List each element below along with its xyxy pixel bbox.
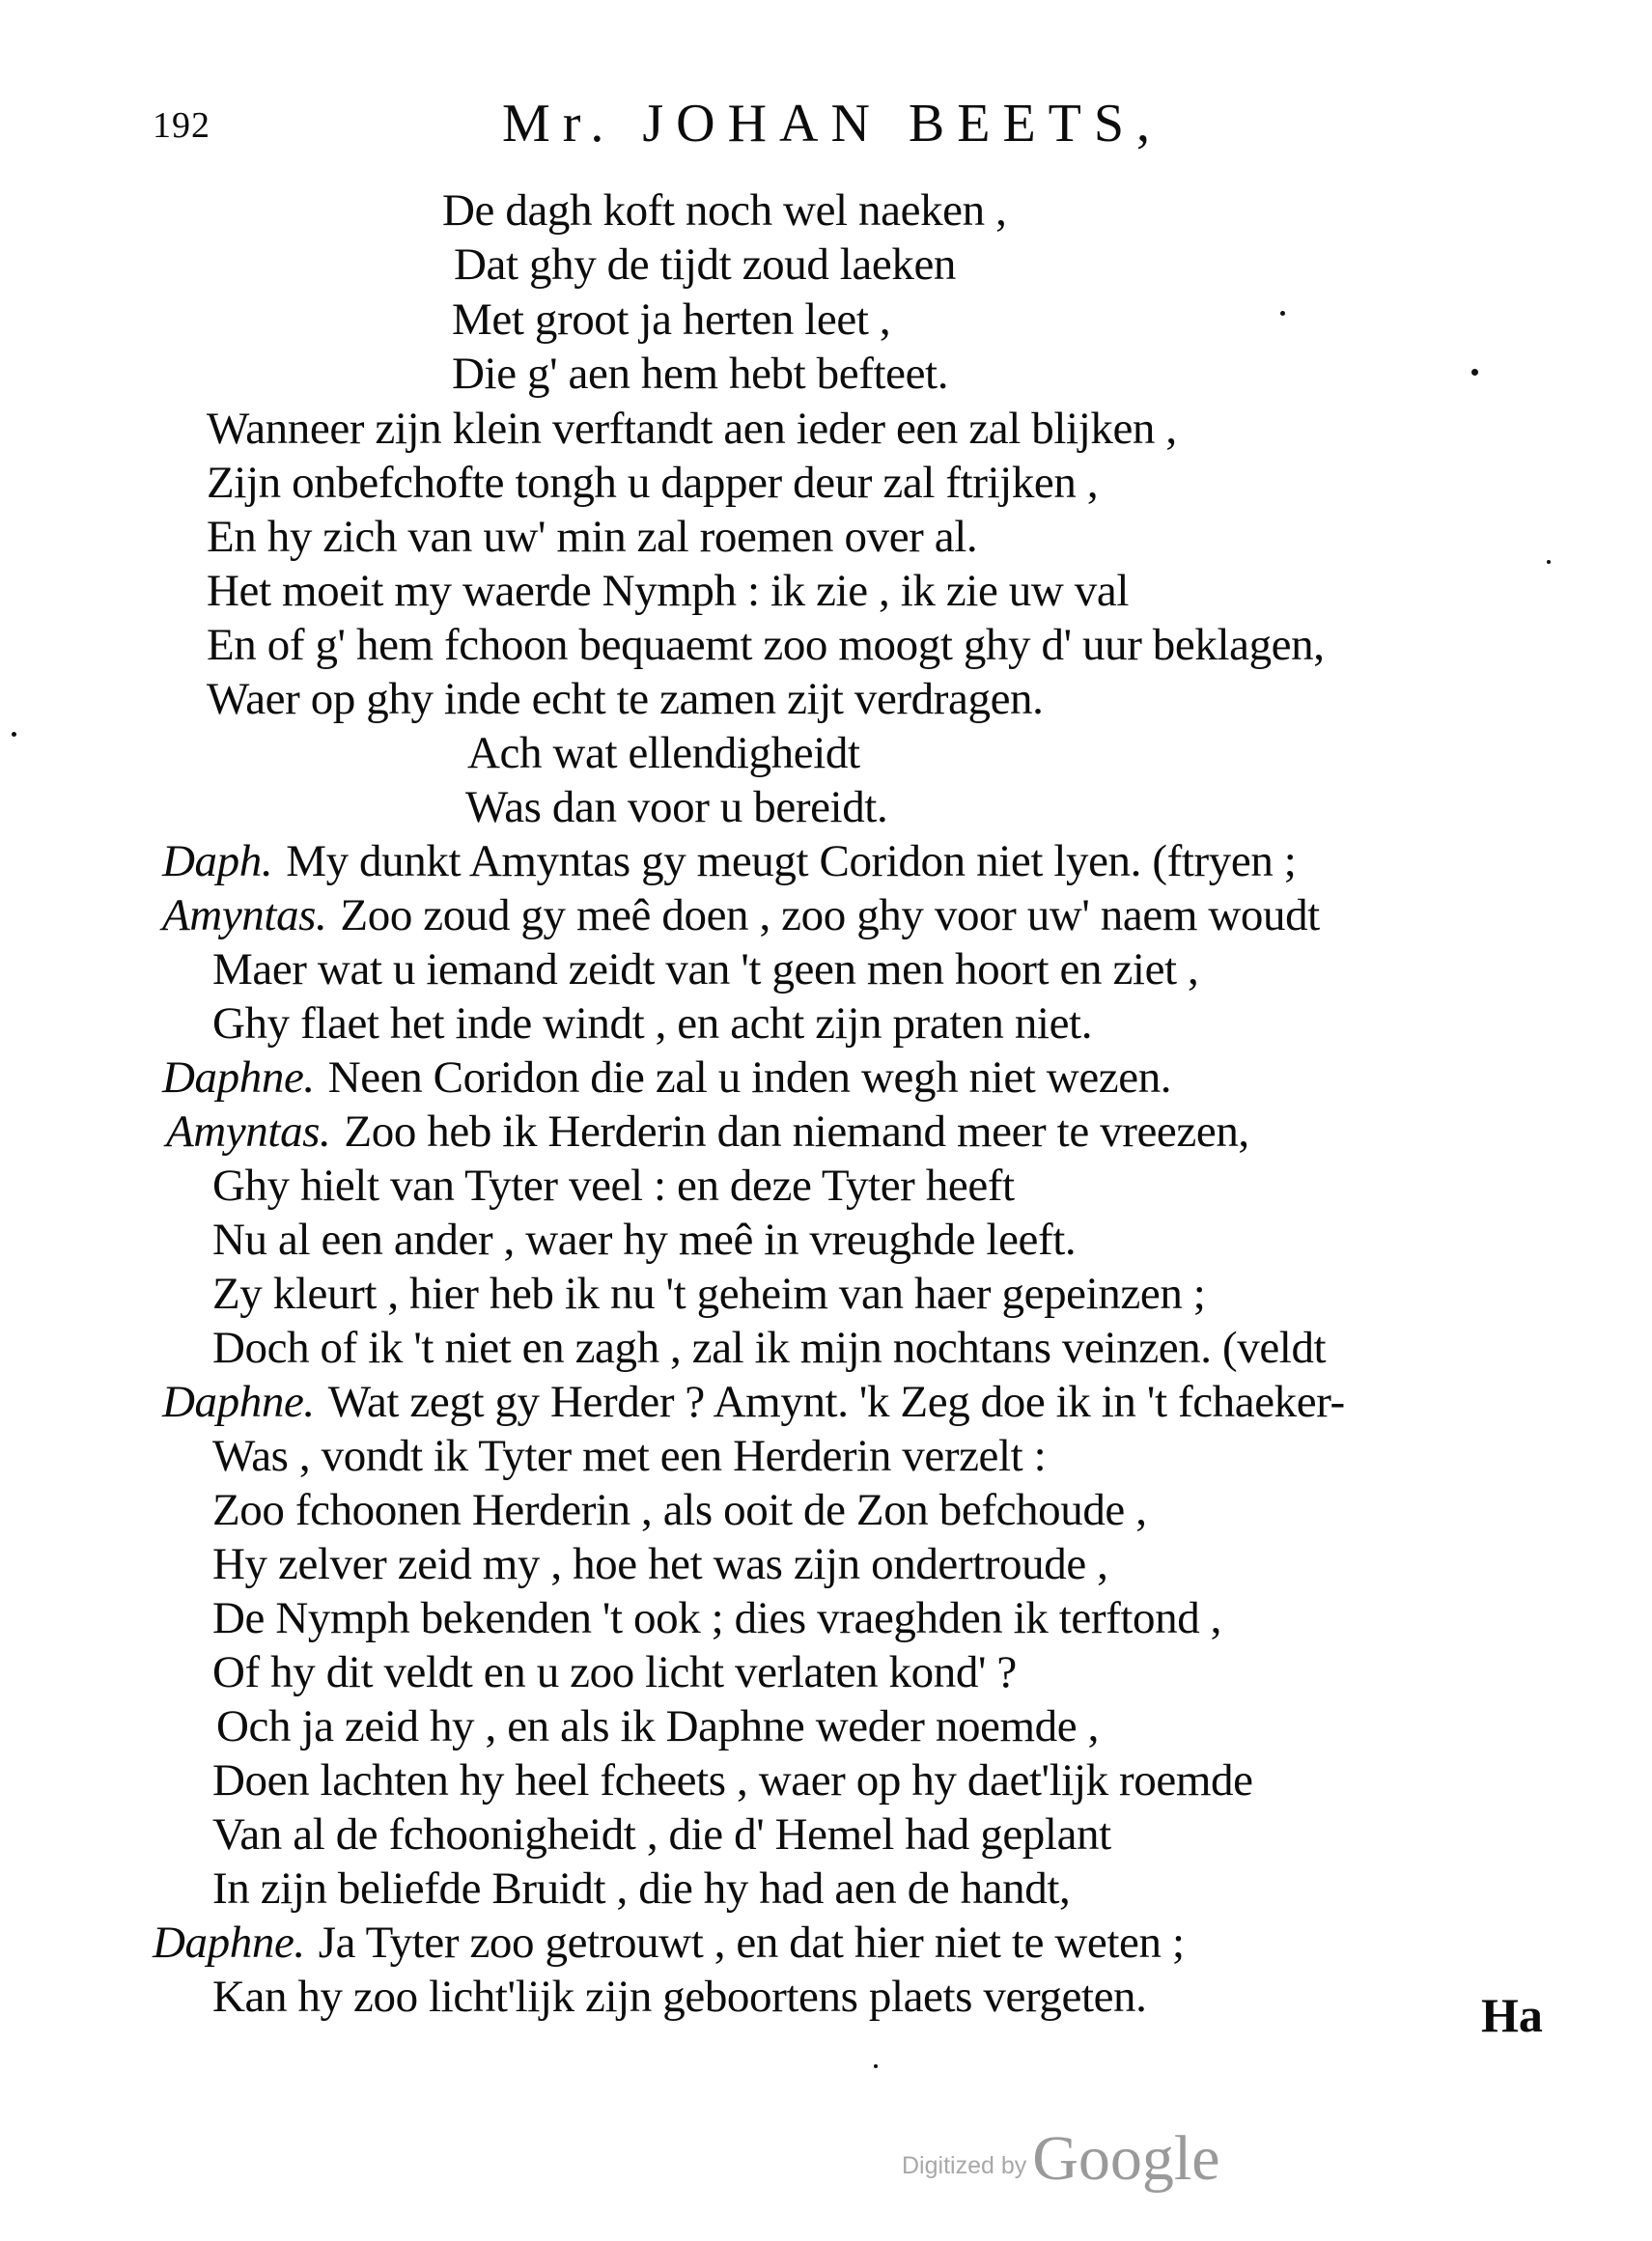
scan-speck	[1280, 311, 1285, 316]
line-text: Zy kleurt , hier heb ik nu 't geheim van haer gepeinzen ;	[212, 1269, 1206, 1319]
speaker-label: Daphne.	[162, 1052, 315, 1103]
verse-line	[162, 1050, 1171, 1105]
watermark-brand: Google	[1032, 2123, 1220, 2194]
line-text: Dat ghy de tijdt zoud laeken	[454, 239, 957, 290]
line-text: Met groot ja herten leet ,	[452, 294, 891, 345]
scan-speck	[1471, 369, 1478, 376]
verse-line	[212, 996, 1092, 1050]
line-text: Die g' aen hem hebt befteet.	[452, 349, 949, 399]
verse-line	[207, 402, 1177, 456]
verse-line	[162, 888, 1320, 942]
verse-line	[212, 1267, 1205, 1321]
line-text: Van al de fchoonigheidt , die d' Hemel had geplant	[212, 1809, 1111, 1860]
line-text: Was dan voor u bereidt.	[465, 782, 888, 832]
line-text: Was , vondt ik Tyter met een Herderin verzelt :	[212, 1431, 1047, 1481]
verse-line	[166, 1105, 1249, 1159]
line-text: Of hy dit veldt en u zoo licht verlaten kond' ?	[212, 1647, 1017, 1697]
scan-speck	[874, 2064, 878, 2068]
speaker-label: Daphne.	[153, 1918, 305, 1968]
verse-line	[207, 564, 1129, 618]
verse-line	[212, 942, 1198, 996]
verse-line	[162, 834, 1296, 888]
verse-line	[212, 1645, 1017, 1699]
verse-line	[212, 1862, 1070, 1916]
line-text: In zijn beliefde Bruidt , die hy had aen de handt,	[212, 1863, 1071, 1914]
verse-line	[212, 1807, 1111, 1862]
line-text: Neen Coridon die zal u inden wegh niet wezen.	[327, 1052, 1172, 1103]
line-text: En hy zich van uw' min zal roemen over al.	[207, 512, 978, 562]
catchword: Ha	[1481, 1988, 1543, 2042]
verse-line	[212, 1213, 1076, 1267]
line-text: Kan hy zoo licht'lijk zijn geboortens plaets vergeten.	[212, 1972, 1147, 2022]
speaker-label: Daph.	[162, 836, 273, 886]
line-text: Wanneer zijn klein verftandt aen ieder een zal blijken ,	[207, 404, 1177, 454]
verse-line	[212, 1537, 1108, 1591]
line-text: Doch of ik 't niet en zagh , zal ik mijn nochtans veinzen. (veldt	[212, 1323, 1327, 1373]
line-text: Och ja zeid hy , en als ik Daphne weder noemde ,	[216, 1701, 1099, 1751]
verse-line	[162, 1375, 1345, 1429]
line-text: Ach wat ellendigheidt	[467, 728, 860, 778]
line-text: Ghy hielt van Tyter veel : en deze Tyter heeft	[212, 1161, 1015, 1211]
speaker-label: Daphne.	[162, 1377, 315, 1427]
line-text: Maer wat u iemand zeidt van 't geen men hoort en ziet ,	[212, 944, 1199, 994]
line-text: Zoo fchoonen Herderin , als ooit de Zon befchoude ,	[212, 1485, 1147, 1535]
line-text: Het moeit my waerde Nymph : ik zie , ik zie uw val	[207, 566, 1129, 616]
line-text: Zoo zoud gy meê doen , zoo ghy voor uw' naem woudt	[340, 890, 1320, 940]
verse-line	[207, 456, 1098, 510]
line-text: Ghy flaet het inde windt , en acht zijn praten niet.	[212, 998, 1093, 1049]
page-number: 192	[153, 105, 210, 146]
verse-line	[207, 510, 977, 564]
speaker-label: Amyntas.	[166, 1106, 331, 1157]
line-text: Zijn onbefchofte tongh u dapper deur zal ftrijken ,	[207, 458, 1099, 508]
verse-line	[212, 1591, 1221, 1645]
scan-speck	[1547, 560, 1551, 564]
verse-line	[212, 1159, 1015, 1213]
verse-line	[212, 1970, 1147, 2024]
scan-speck	[12, 732, 16, 737]
verse-line	[467, 726, 860, 780]
line-text: Wat zegt gy Herder ? Amynt. 'k Zeg doe ik in 't fchaeker-	[327, 1377, 1345, 1427]
line-text: My dunkt Amyntas gy meugt Coridon niet lyen. (ftryen ;	[286, 836, 1297, 886]
verse-line	[212, 1483, 1147, 1537]
verse-line	[452, 347, 948, 401]
running-head: Mr. JOHAN BEETS,	[502, 94, 1163, 154]
line-text: De Nymph bekenden 't ook ; dies vraeghden ik terftond ,	[212, 1593, 1222, 1643]
line-text: Doen lachten hy heel fcheets , waer op hy daet'lijk roemde	[212, 1755, 1253, 1806]
verse-line	[212, 1429, 1046, 1483]
verse-line	[452, 293, 890, 347]
speaker-label: Amyntas.	[162, 890, 327, 940]
verse-line	[442, 183, 1006, 238]
verse-line	[153, 1916, 1185, 1970]
line-text: En of g' hem fchoon bequaemt zoo moogt ghy d' uur beklagen,	[207, 620, 1325, 670]
digitized-by-google-watermark	[902, 2122, 1220, 2196]
verse-line	[465, 780, 887, 834]
verse-line	[216, 1699, 1099, 1753]
verse-line	[207, 672, 1044, 726]
line-text: Zoo heb ik Herderin dan niemand meer te vreezen,	[344, 1106, 1249, 1157]
verse-line	[207, 618, 1325, 672]
verse-line	[212, 1321, 1326, 1375]
verse-line	[454, 238, 956, 292]
line-text: Hy zelver zeid my , hoe het was zijn ondertroude ,	[212, 1539, 1108, 1589]
line-text: Nu al een ander , waer hy meê in vreughde leeft.	[212, 1215, 1077, 1265]
line-text: De dagh koft noch wel naeken ,	[442, 185, 1007, 236]
watermark-prefix: Digitized by	[902, 2152, 1027, 2179]
line-text: Ja Tyter zoo getrouwt , en dat hier niet te weten ;	[318, 1918, 1185, 1968]
verse-line	[212, 1753, 1253, 1807]
line-text: Waer op ghy inde echt te zamen zijt verdragen.	[207, 674, 1044, 724]
